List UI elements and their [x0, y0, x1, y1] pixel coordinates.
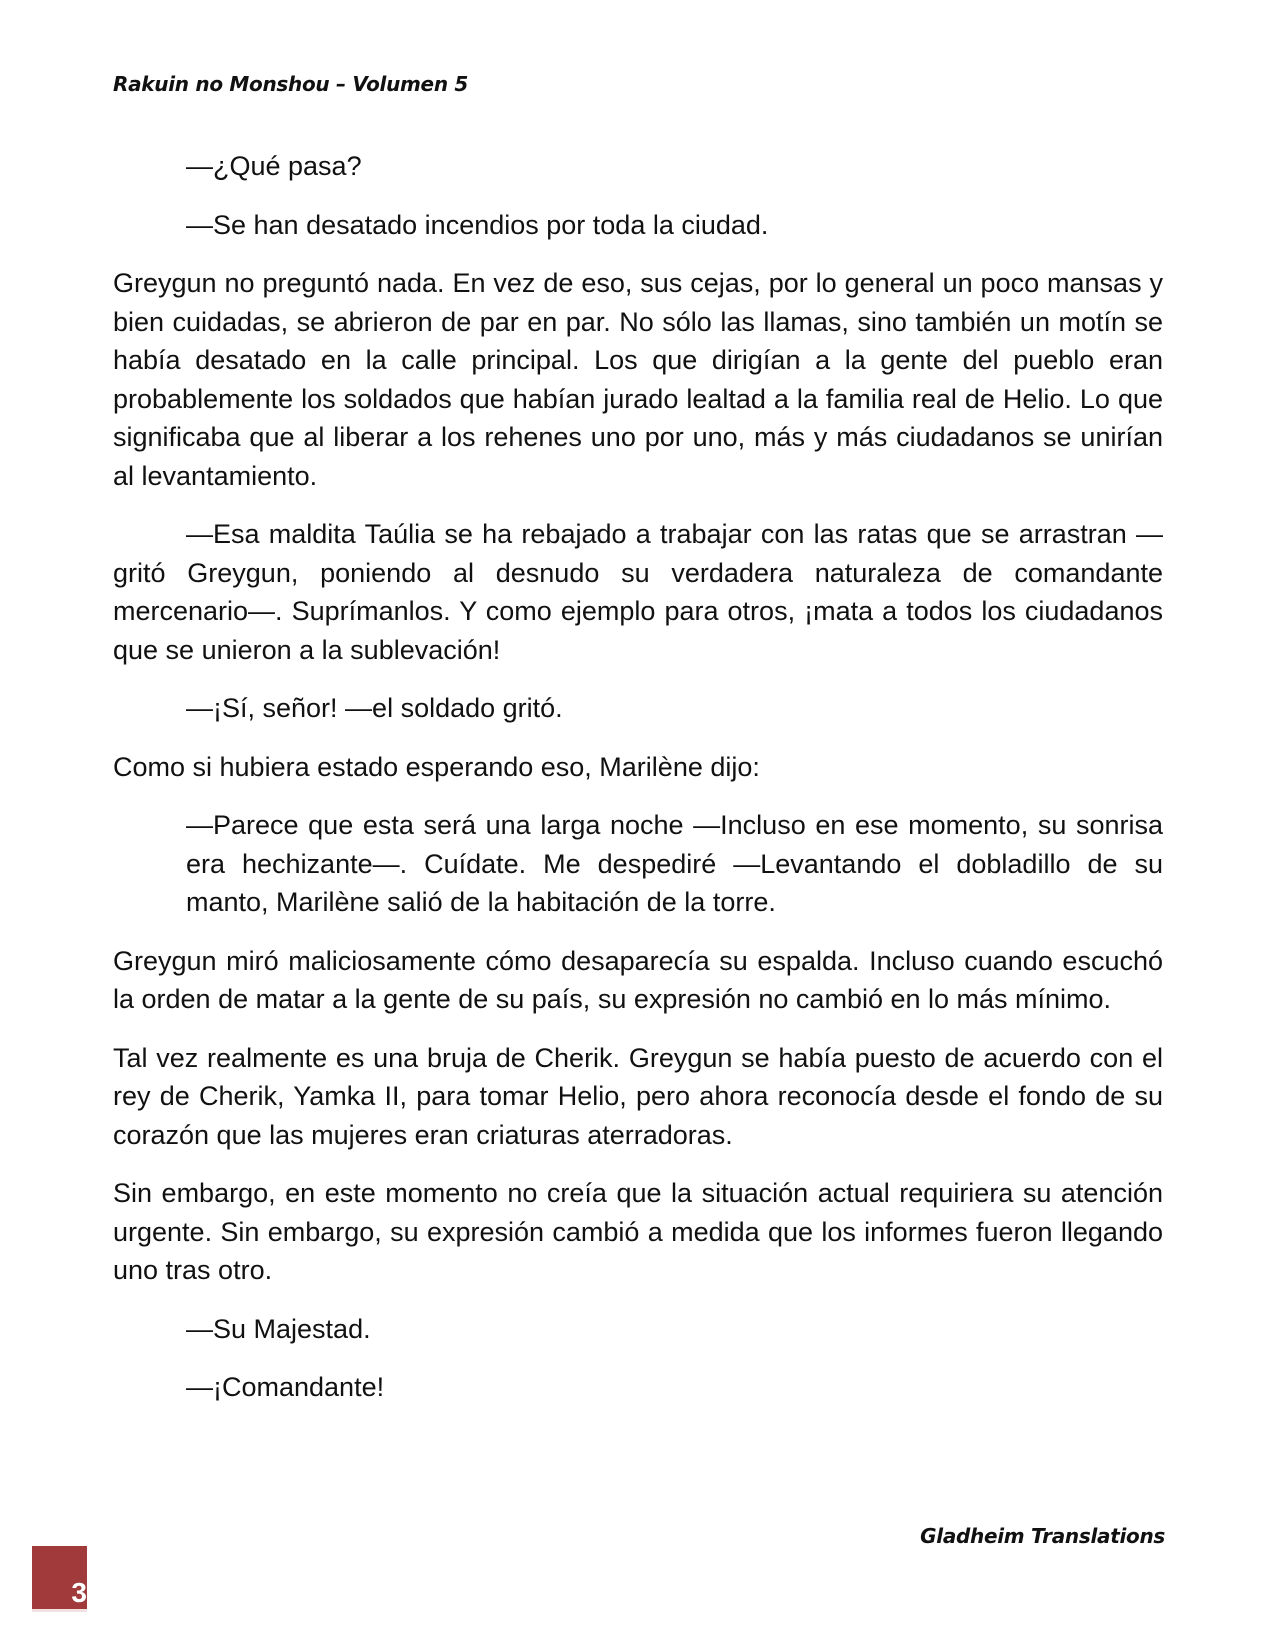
chapter-body [113, 147, 1163, 1427]
badge-underline [32, 1609, 87, 1612]
dialogue-line: —Su Majestad. [186, 1313, 371, 1344]
page-number-badge [32, 1546, 87, 1612]
dialogue-paragraph-text: —Esa maldita Taúlia se ha rebajado a trabajar con las ratas que se arrastran —gritó Greygun, poniendo al desnudo su verdadera naturaleza de comandante mercenario—. Suprímanlos. Y como ejemplo para otros, ¡mata a todos los ciudadanos que se unieron a la sublevación! [113, 519, 1163, 665]
running-header: Rakuin no Monshou – Volumen 5 [113, 72, 469, 96]
dialogue-line: —¡Comandante! [186, 1372, 385, 1402]
narration-paragraph: Greygun no preguntó nada. En vez de eso, sus cejas, por lo general un poco mansas y bien cuidadas, se abrieron de par en par. No sólo las llamas, sino también un motín se había desatado en la calle principal. Los que dirigían a la gente del pueblo eran probablemente los soldados que habían jurado lealtad a la familia real de Helio. Lo que significaba que al liberar a los rehenes uno por uno, más y más ciudadanos se unirían al levantamiento. [113, 268, 1163, 491]
dialogue-paragraph [113, 515, 1163, 669]
page-number: 3 [71, 1577, 87, 1608]
narration-paragraph: Como si hubiera estado esperando eso, Marilène dijo: [113, 751, 760, 782]
dialogue-block: —Parece que esta será una larga noche —Incluso en ese momento, su sonrisa era hechizante—. Cuídate. Me despediré —Levantando el dobladillo de su manto, Marilène salió de la habitación de la torre. [186, 810, 1163, 917]
dialogue-line: —¡Sí, señor! —el soldado gritó. [186, 693, 563, 723]
dialogue-line: —Se han desatado incendios por toda la ciudad. [186, 209, 769, 240]
dialogue-line: —¿Qué pasa? [186, 151, 362, 181]
narration-paragraph: Greygun miró maliciosamente cómo desaparecía su espalda. Incluso cuando escuchó la orden de matar a la gente de su país, su expresión no cambió en lo más mínimo. [113, 945, 1163, 1014]
narration-paragraph: Tal vez realmente es una bruja de Cherik. Greygun se había puesto de acuerdo con el rey de Cherik, Yamka II, para tomar Helio, pero ahora reconocía desde el fondo de su corazón que las mujeres eran criaturas aterradoras. [113, 1042, 1163, 1150]
narration-paragraph: Sin embargo, en este momento no creía que la situación actual requiriera su atención urgente. Sin embargo, su expresión cambió a medida que los informes fueron llegando uno tras otro. [113, 1178, 1163, 1285]
translator-credit: Gladheim Translations [920, 1524, 1165, 1548]
